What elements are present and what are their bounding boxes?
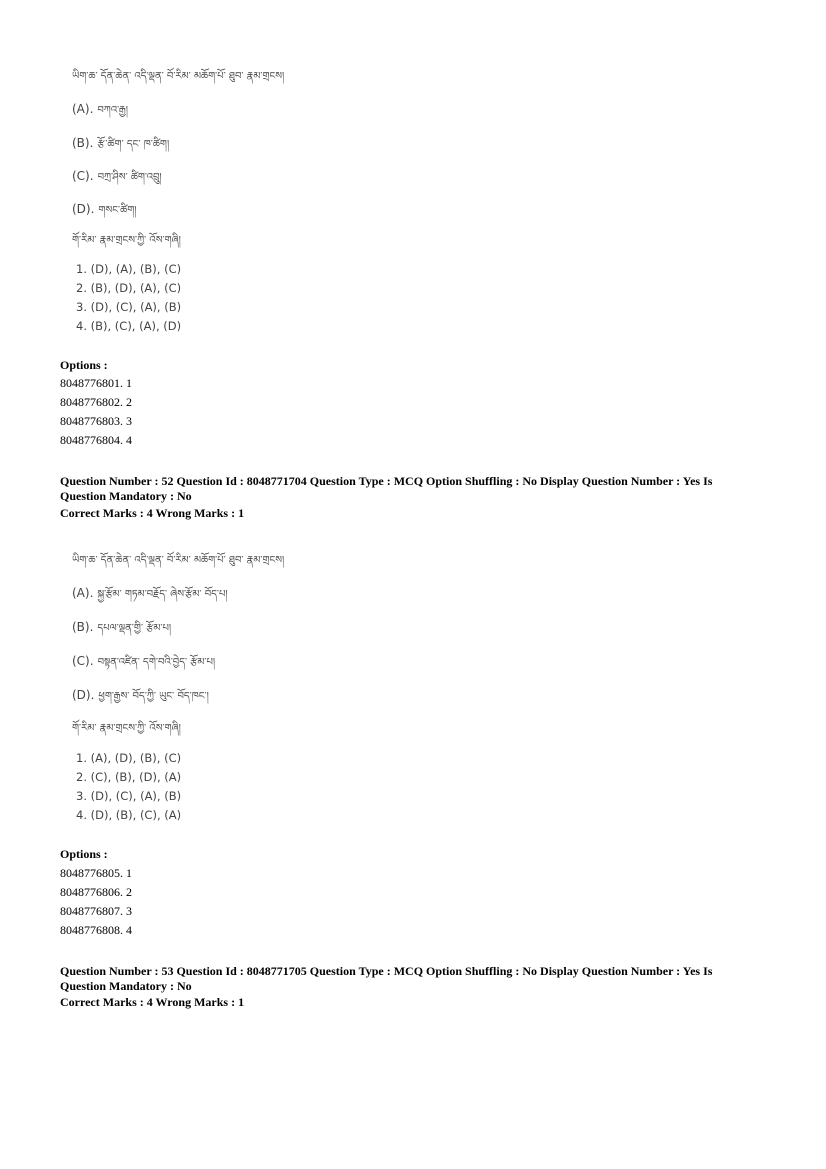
question-header: Question Number : 53 Question Id : 8048771705 Question Type : MCQ Option Shuffling : No Display Question Number : Yes Is Question Mandatory : No: [60, 964, 713, 993]
option-id: 8048776802. 2: [60, 395, 132, 409]
answer-option-c: (C). བཀྲ་ཤིས་ ཚིག་འབྲུ།: [72, 169, 162, 183]
option-id: 8048776801. 1: [60, 376, 132, 390]
order-choice: 4. (D), (B), (C), (A): [76, 808, 182, 822]
question-marks: Correct Marks : 4 Wrong Marks : 1: [60, 995, 245, 1009]
answer-option-a: (A). སྐྱ་རྩོམ་ གཏམ་བརྗོད་ ཞེས་རྩོམ་ བོད་པ།: [72, 586, 228, 600]
question-stem: ཡིག་ཆ་ དོན་ཆེན་ འདི་ལྡན་ བོ་རིམ་ མཆོག་པོ་ ཐུབ་ རྣམ་གྲངས།: [72, 555, 285, 566]
question-instruction: གོ་རིམ་ རྣམ་གྲངས་ཀྱི་ འོས་གཞི།: [72, 723, 181, 734]
order-choice: 4. (B), (C), (A), (D): [76, 319, 182, 333]
options-title: Options :: [60, 358, 108, 372]
option-id: 8048776807. 3: [60, 904, 132, 918]
question-stem: ཡིག་ཆ་ དོན་ཆེན་ འདི་ལྡན་ བོ་རིམ་ མཆོག་པོ་ ཐུབ་ རྣམ་གྲངས།: [72, 71, 285, 82]
order-choice: 1. (A), (D), (B), (C): [76, 751, 182, 765]
question-header: Question Number : 52 Question Id : 8048771704 Question Type : MCQ Option Shuffling : No Display Question Number : Yes Is Question Mandatory : No: [60, 474, 713, 503]
option-id: 8048776805. 1: [60, 866, 132, 880]
option-id: 8048776803. 3: [60, 414, 132, 428]
order-choices: [76, 749, 181, 825]
answer-option-b: (B). དཔལ་ལྡན་གྱི་ རྩོམ་པ།: [72, 620, 172, 634]
option-id: 8048776806. 2: [60, 885, 132, 899]
answer-option-c: (C). བསྟན་འཛིན་ དགེ་བའི་བྱེད་ རྩོམ་པ།: [72, 654, 216, 668]
order-choice: 2. (C), (B), (D), (A): [76, 770, 182, 784]
answer-option-d: (D). ཕྱག་རྒྱས་ བོད་ཀྱི་ ཡུང་ བོད་ཁང་།: [72, 688, 209, 702]
order-choice: 2. (B), (D), (A), (C): [76, 281, 182, 295]
answer-option-b: (B). རྩོ་ཚིག་ དང་ ཁ་ཚིག།: [72, 136, 170, 150]
order-choices: [76, 260, 181, 336]
order-choice: 3. (D), (C), (A), (B): [76, 300, 182, 314]
question-instruction: གོ་རིམ་ རྣམ་གྲངས་ཀྱི་ འོས་གཞི།: [72, 235, 181, 246]
answer-option-d: (D). གསང་ཚིག།: [72, 202, 137, 216]
answer-option-a: (A). བཀའ་རྒྱ།: [72, 102, 129, 116]
option-id: 8048776808. 4: [60, 923, 132, 937]
options-title: Options :: [60, 847, 108, 861]
option-id: 8048776804. 4: [60, 433, 132, 447]
question-marks: Correct Marks : 4 Wrong Marks : 1: [60, 506, 245, 520]
order-choice: 3. (D), (C), (A), (B): [76, 789, 182, 803]
order-choice: 1. (D), (A), (B), (C): [76, 262, 182, 276]
